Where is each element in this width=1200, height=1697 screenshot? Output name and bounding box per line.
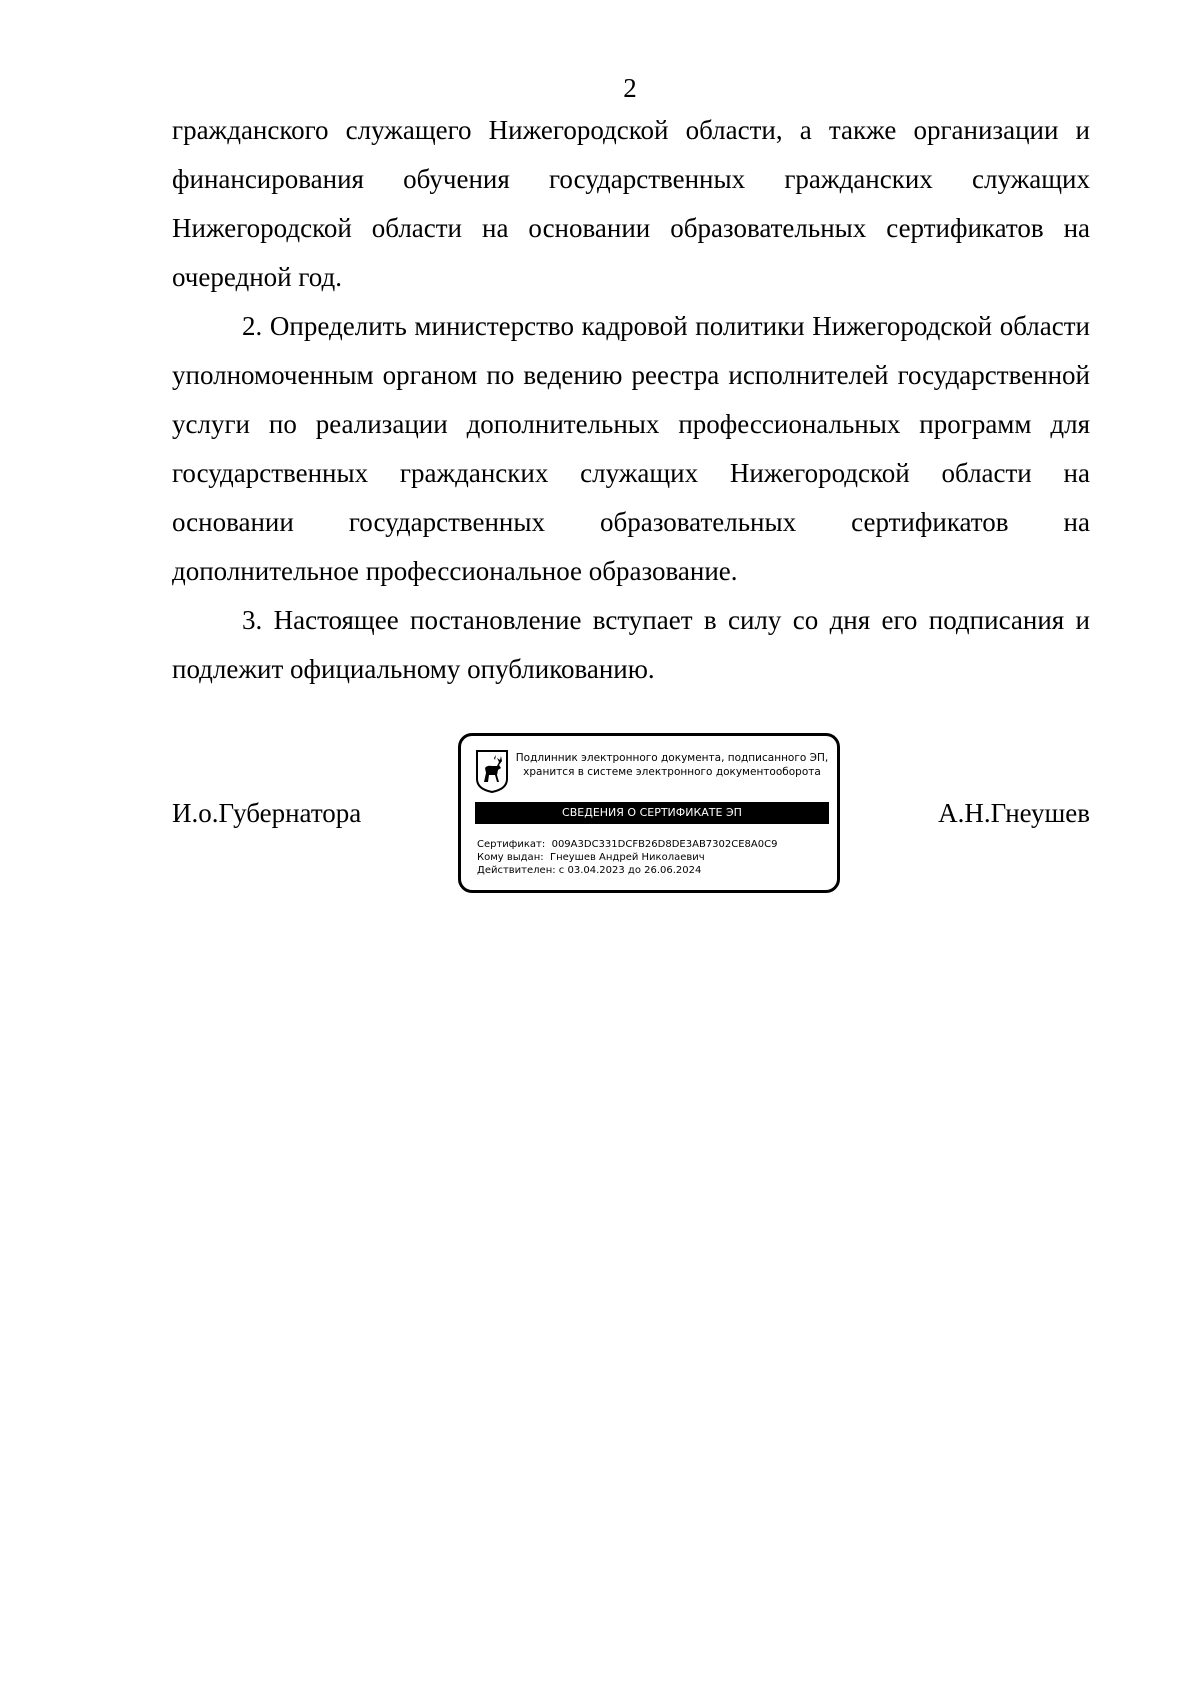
- certificate-value: 009A3DC331DCFB26D8DE3AB7302CE8A0C9: [551, 839, 778, 850]
- paragraph-item-3: 3. Настоящее постановление вступает в силу со дня его подписания и подлежит официальному опубликованию.: [172, 605, 1090, 684]
- signatory-title: И.о.Губернатора: [172, 798, 362, 828]
- stamp-header-line-2: хранится в системе электронного документооборота: [523, 766, 821, 778]
- stamp-header: [511, 751, 833, 779]
- paragraph-continuation: гражданского служащего Нижегородской области, а также организации и финансирования обучения государственных гражданских служащих Нижегородской области на основании образовательных сертификатов на очередной год.: [172, 115, 1090, 292]
- issued-to-value: Гнеушев Андрей Николаевич: [549, 852, 705, 863]
- stamp-header-line-1: Подлинник электронного документа, подписанного ЭП,: [515, 752, 829, 764]
- validity-row: [477, 864, 777, 877]
- issued-to-row: [477, 851, 777, 864]
- stamp-certificate-bar: СВЕДЕНИЯ О СЕРТИФИКАТЕ ЭП: [475, 802, 829, 824]
- nizhny-novgorod-deer-emblem-icon: [475, 749, 509, 793]
- issued-to-label: Кому выдан:: [477, 852, 544, 863]
- certificate-label: Сертификат:: [477, 839, 546, 850]
- electronic-signature-stamp: [458, 733, 840, 893]
- validity-value: с 03.04.2023 до 26.06.2024: [558, 865, 702, 876]
- validity-label: Действителен:: [477, 865, 556, 876]
- paragraph-item-2: 2. Определить министерство кадровой политики Нижегородской области уполномоченным органом по ведению реестра исполнителей государственной услуги по реализации дополнительных профессиональных программ для государственных гражданских служащих Нижегородской области на основании государственных образовательных сертификатов на дополнительное профессиональное образование.: [172, 311, 1090, 586]
- signatory-name: А.Н.Гнеушев: [938, 798, 1090, 828]
- document-body: [172, 106, 1090, 694]
- certificate-row: [477, 838, 777, 851]
- stamp-certificate-info: [477, 838, 777, 877]
- page-number: 2: [623, 73, 637, 103]
